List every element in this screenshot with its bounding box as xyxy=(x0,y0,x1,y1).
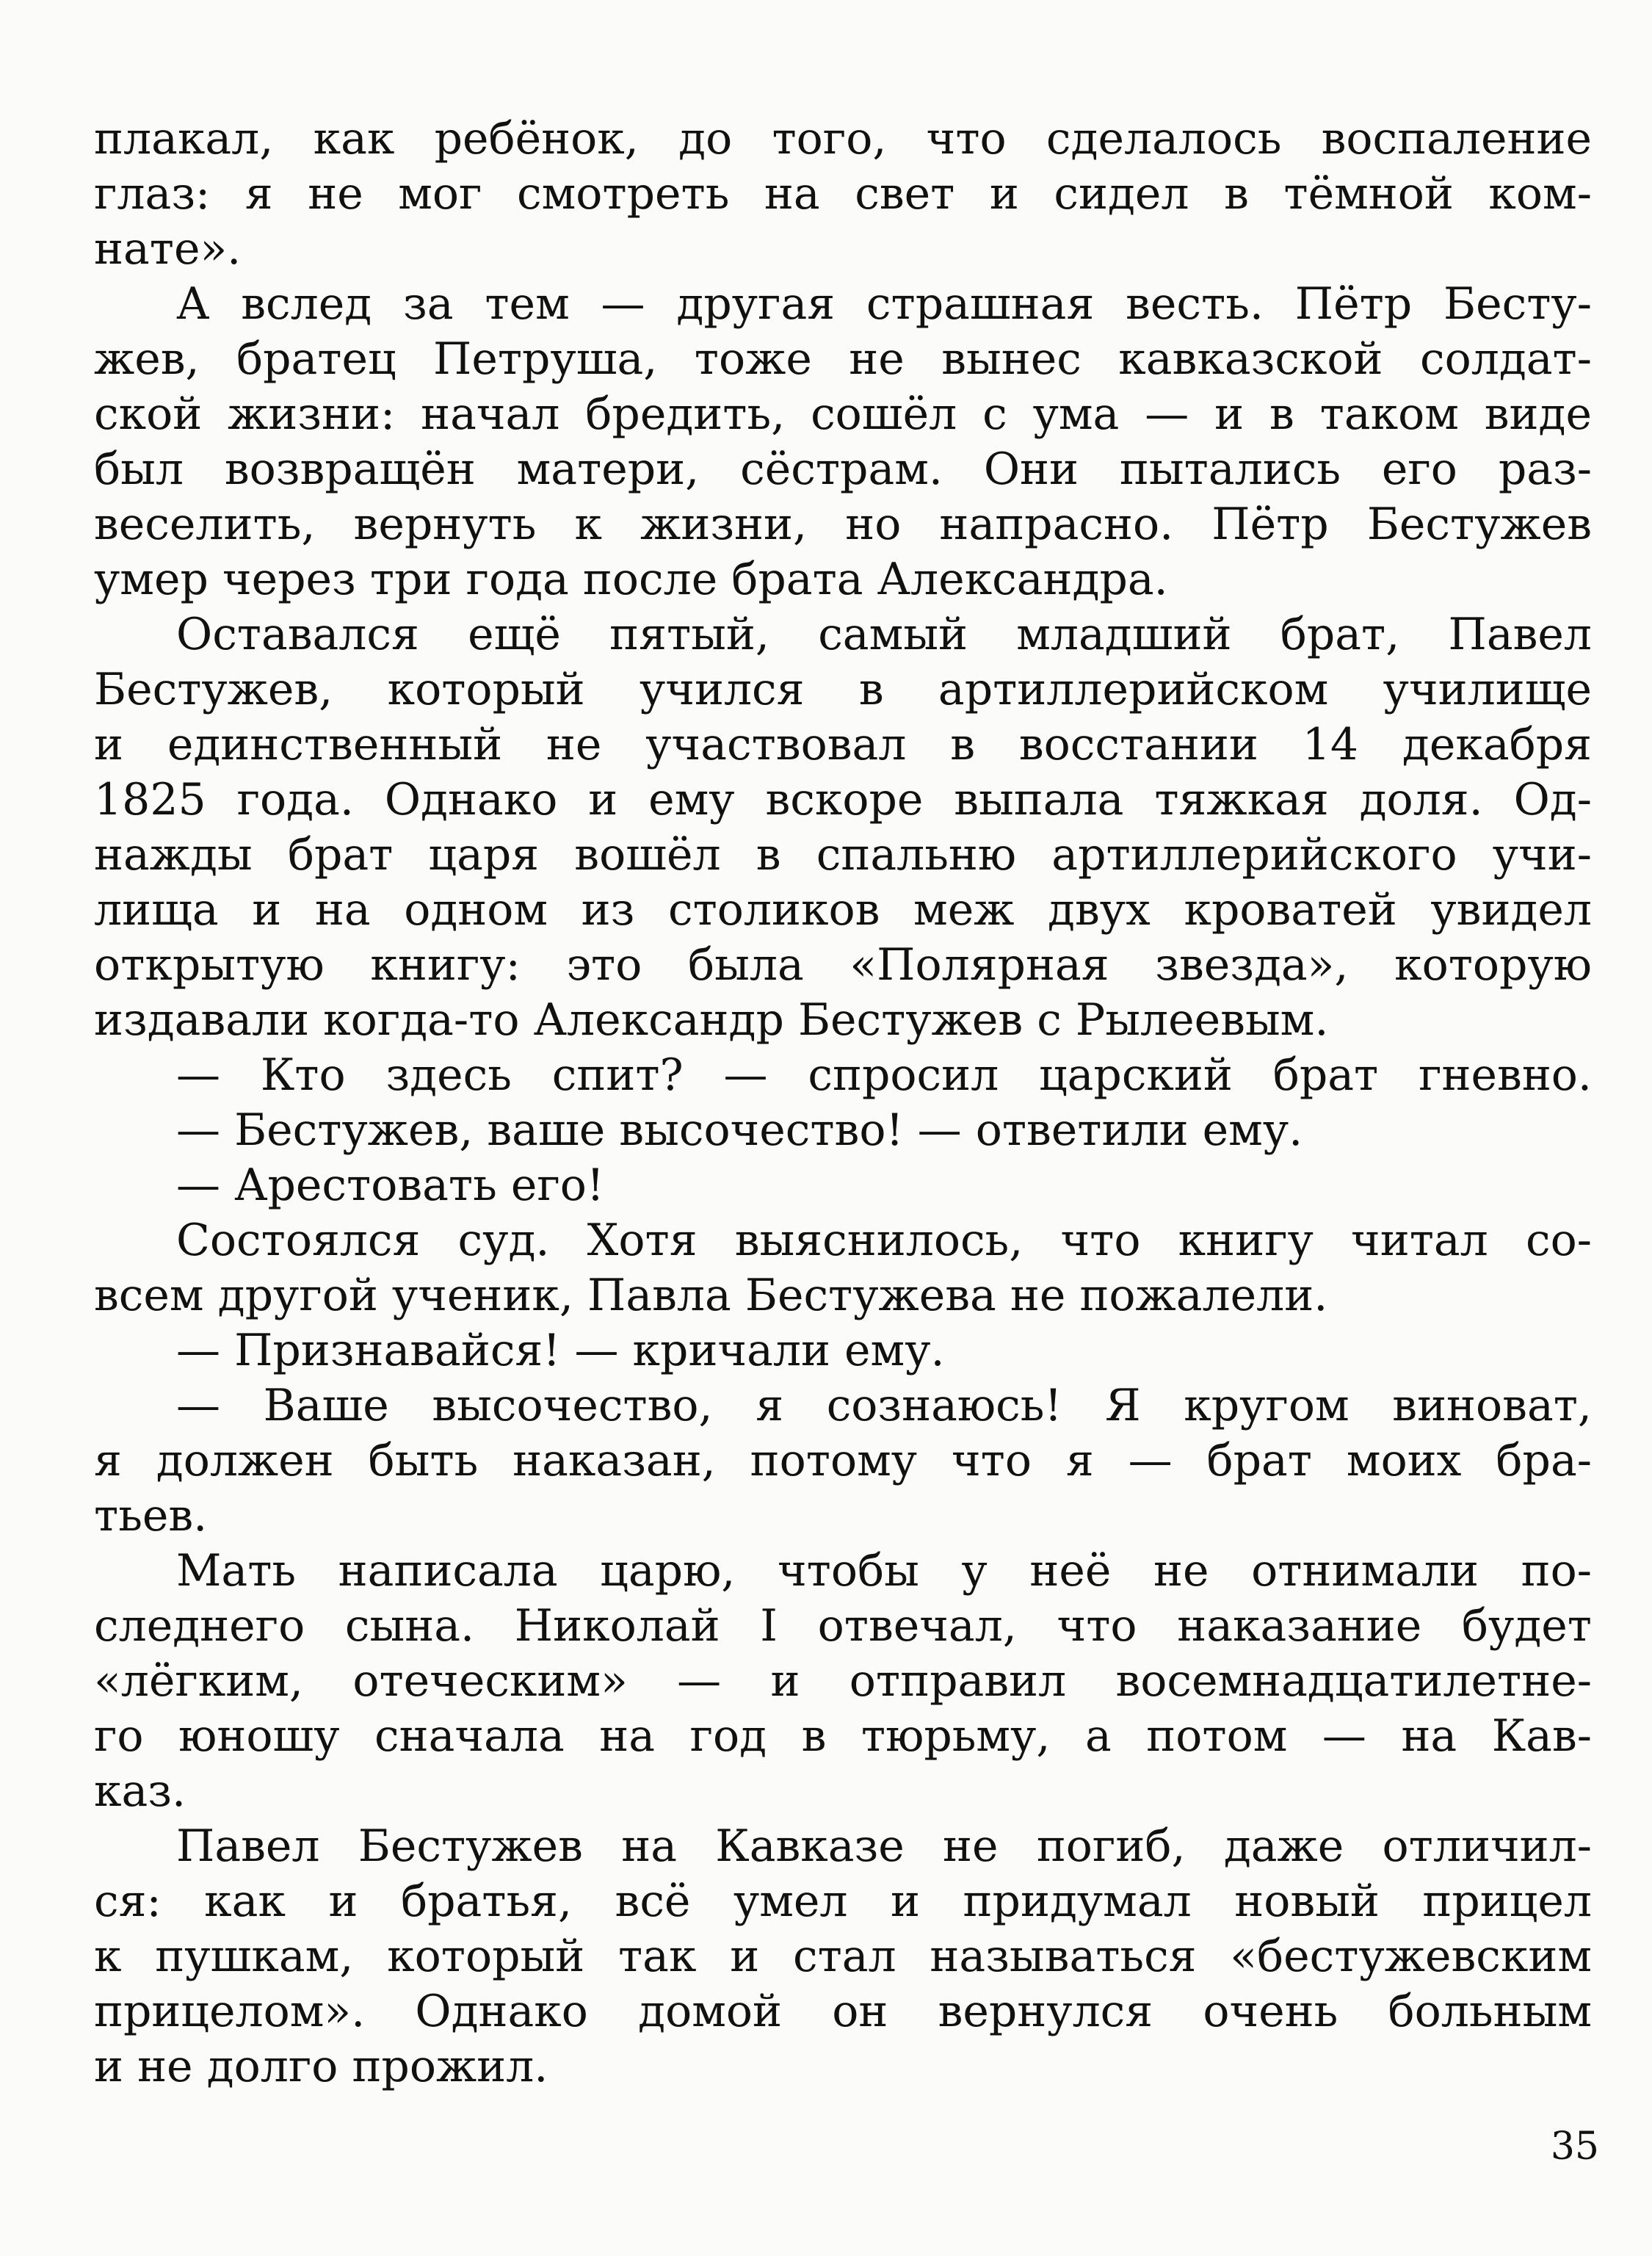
text-line: к пушкам, который так и стал называться «бестужевским xyxy=(94,1931,1592,1982)
dialogue-line: — Признавайся! — кричали ему. xyxy=(176,1325,945,1376)
text-line: лища и на одном из столиков меж двух кроватей увидел xyxy=(94,884,1592,936)
text-line: я должен быть наказан, потому что я — брат моих бра- xyxy=(94,1435,1592,1486)
text-line: веселить, вернуть к жизни, но напрасно. Пётр Бестужев xyxy=(94,499,1592,550)
text-line: открытую книгу: это была «Полярная звезда», которую xyxy=(94,939,1592,991)
text-line: «лёгким, отеческим» — и отправил восемнадцатилетне- xyxy=(94,1655,1592,1707)
page-number: 35 xyxy=(1550,2125,1599,2169)
text-line: 1825 года. Однако и ему вскоре выпала тяжкая доля. Од- xyxy=(94,774,1592,825)
paragraph-start-line: Мать написала царю, чтобы у неё не отнимали по- xyxy=(176,1545,1592,1597)
dialogue-line: — Ваше высочество, я сознаюсь! Я кругом виноват, xyxy=(176,1380,1592,1431)
text-line: плакал, как ребёнок, до того, что сделалось воспаление xyxy=(94,113,1592,164)
dialogue-line: — Арестовать его! xyxy=(176,1160,605,1211)
text-line: всем другой ученик, Павла Бестужева не пожалели. xyxy=(94,1270,1328,1321)
paragraph-start-line: Состоялся суд. Хотя выяснилось, что книгу читал со- xyxy=(176,1215,1592,1266)
dialogue-line: — Кто здесь спит? — спросил царский брат гневно. xyxy=(176,1049,1592,1101)
text-line: ся: как и братья, всё умел и придумал новый прицел xyxy=(94,1876,1592,1927)
text-line: был возвращён матери, сёстрам. Они пытались его раз- xyxy=(94,444,1592,495)
paragraph-start-line: Павел Бестужев на Кавказе не погиб, даже отличил- xyxy=(176,1821,1592,1872)
text-line: Бестужев, который учился в артиллерийском училище xyxy=(94,664,1592,715)
body-text xyxy=(94,112,1592,2094)
text-line: умер через три года после брата Александра. xyxy=(94,554,1168,605)
text-line: и не долго прожил. xyxy=(94,2041,548,2092)
dialogue-line: — Бестужев, ваше высочество! — ответили ему. xyxy=(176,1104,1303,1156)
paragraph-start-line: Оставался ещё пятый, самый младший брат, Павел xyxy=(176,609,1592,660)
text-line: нажды брат царя вошёл в спальню артиллерийского учи- xyxy=(94,829,1592,881)
text-line: жев, братец Петруша, тоже не вынес кавказской солдат- xyxy=(94,333,1592,385)
text-line: прицелом». Однако домой он вернулся очень больным xyxy=(94,1986,1592,2037)
text-line: ской жизни: начал бредить, сошёл с ума — и в таком виде xyxy=(94,388,1592,440)
paragraph-start-line: А вслед за тем — другая страшная весть. Пётр Бесту- xyxy=(176,278,1592,330)
text-line: следнего сына. Николай I отвечал, что наказание будет xyxy=(94,1600,1592,1652)
text-line: каз. xyxy=(94,1765,186,1817)
text-line: нате». xyxy=(94,223,242,275)
text-line: издавали когда-то Александр Бестужев с Рылеевым. xyxy=(94,994,1329,1046)
text-line: тьев. xyxy=(94,1490,208,1541)
text-line: го юношу сначала на год в тюрьму, а потом — на Кав- xyxy=(94,1710,1592,1762)
text-line: и единственный не участвовал в восстании 14 декабря xyxy=(94,719,1592,770)
text-line: глаз: я не мог смотреть на свет и сидел в тёмной ком- xyxy=(94,168,1592,220)
